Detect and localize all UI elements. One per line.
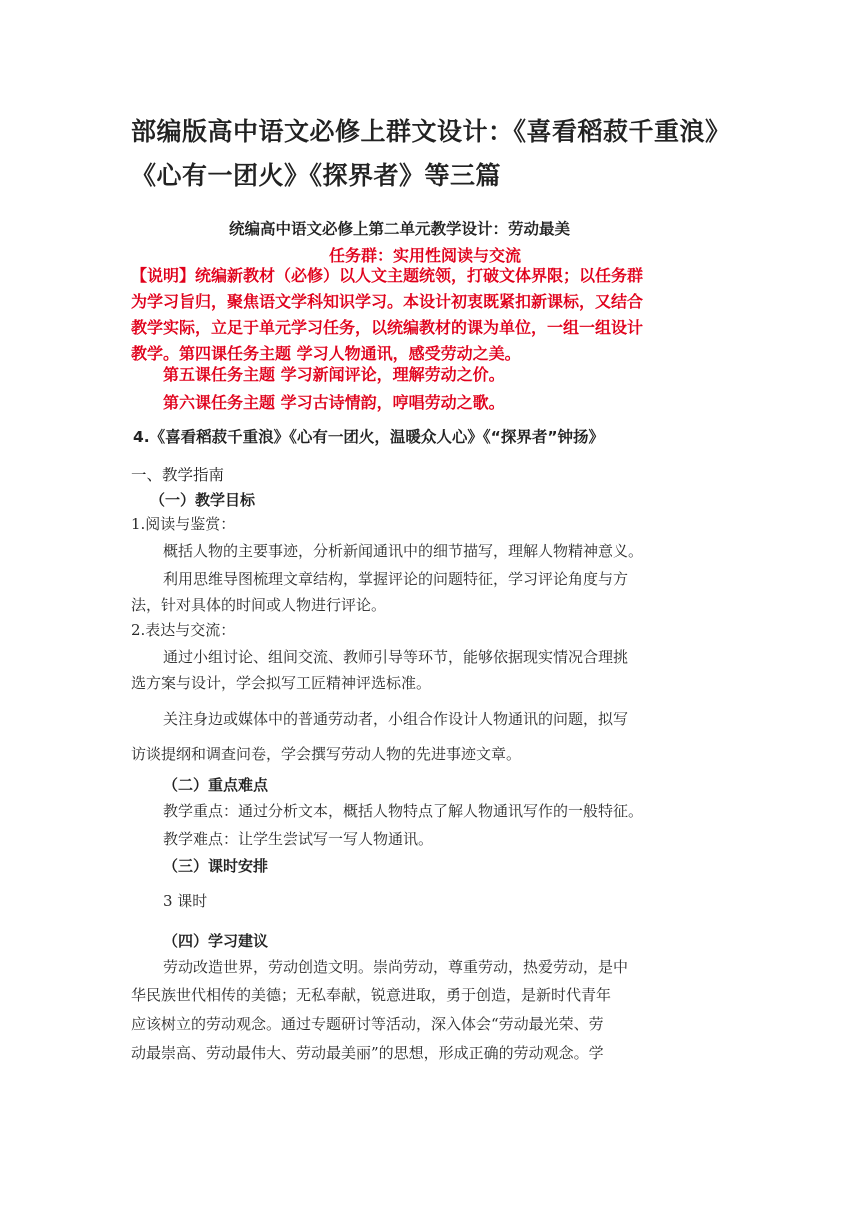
goal-expression-paragraph-1-line-2: 选方案与设计，学会拟写工匠精神评选标准。 [131, 674, 432, 692]
goal-expression-heading: 2.表达与交流： [131, 621, 236, 639]
lesson-five-theme: 第五课任务主题 学习新闻评论，理解劳动之价。 [163, 365, 505, 384]
lesson-six-theme: 第六课任务主题 学习古诗情韵，哼唱劳动之歌。 [163, 393, 505, 412]
goal-reading-paragraph-2-line-2: 法，针对具体的时间或人物进行评论。 [131, 596, 387, 614]
subsection-key-points: （二）重点难点 [163, 776, 269, 794]
teaching-difficulty: 教学难点：让学生尝试写一写人物通讯。 [163, 830, 434, 848]
goal-reading-paragraph-1: 概括人物的主要事迹，分析新闻通讯中的细节描写，理解人物精神意义。 [163, 542, 644, 560]
note-line-2: 为学习旨归，聚焦语文学科知识学习。本设计初衷既紧扣新课标，又结合 [131, 292, 644, 311]
suggestion-line-4: 动最崇高、劳动最伟大、劳动最美丽”的思想，形成正确的劳动观念。学 [131, 1044, 604, 1062]
suggestion-line-1: 劳动改造世界，劳动创造文明。崇尚劳动，尊重劳动，热爱劳动，是中 [163, 958, 629, 976]
suggestion-line-3: 应该树立的劳动观念。通过专题研讨等活动，深入体会“劳动最光荣、劳 [131, 1015, 604, 1033]
note-line-3: 教学实际，立足于单元学习任务，以统编教材的课为单位，一组一组设计 [131, 318, 644, 337]
section-teaching-guide: 一、教学指南 [131, 466, 225, 484]
goal-reading-heading: 1.阅读与鉴赏： [131, 515, 236, 533]
document-title-line-1: 部编版高中语文必修上群文设计：《喜看稻菽千重浪》 [131, 117, 731, 146]
goal-expression-paragraph-1-line-1: 通过小组讨论、组间交流、教师引导等环节，能够依据现实情况合理挑 [163, 648, 629, 666]
goal-expression-paragraph-2-line-1: 关注身边或媒体中的普通劳动者，小组合作设计人物通讯的问题，拟写 [163, 710, 629, 728]
suggestion-line-2: 华民族世代相传的美德；无私奉献，锐意进取，勇于创造，是新时代青年 [131, 986, 612, 1004]
subsection-teaching-goals: （一）教学目标 [150, 491, 256, 509]
unit-title: 统编高中语文必修上第二单元教学设计：劳动最美 [229, 220, 571, 238]
class-hours: 3 课时 [163, 892, 208, 910]
lesson-heading: 4.《喜看稻菽千重浪》《心有一团火，温暖众人心》《“探界者”钟扬》 [133, 428, 605, 446]
subsection-schedule: （三）课时安排 [163, 857, 269, 875]
task-group-label: 任务群：实用性阅读与交流 [329, 246, 522, 265]
subsection-learning-suggestions: （四）学习建议 [163, 932, 269, 950]
document-title-line-2: 《心有一团火》《探界者》等三篇 [131, 161, 502, 190]
note-line-4: 教学。第四课任务主题 学习人物通讯，感受劳动之美。 [131, 344, 521, 363]
note-line-1: 【说明】统编新教材（必修）以人文主题统领，打破文体界限；以任务群 [131, 266, 644, 285]
goal-expression-paragraph-2-line-2: 访谈提纲和调查问卷，学会撰写劳动人物的先进事迹文章。 [131, 745, 522, 763]
goal-reading-paragraph-2-line-1: 利用思维导图梳理文章结构，掌握评论的问题特征，学习评论角度与方 [163, 570, 629, 588]
teaching-focus: 教学重点：通过分析文本，概括人物特点了解人物通讯写作的一般特征。 [163, 802, 644, 820]
